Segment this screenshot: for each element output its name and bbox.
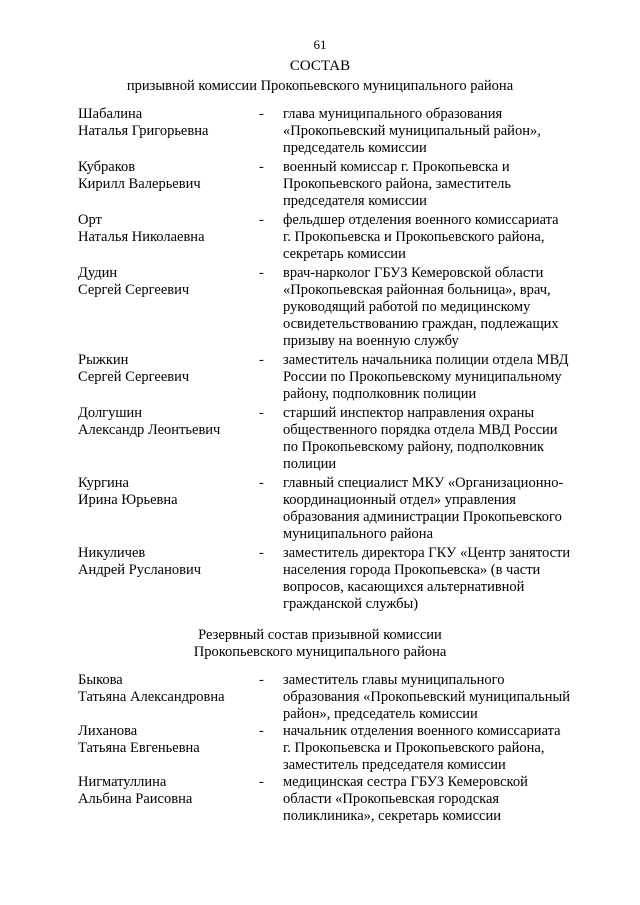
member-dash: - <box>259 352 264 368</box>
member-name-line: Андрей Русланович <box>78 562 202 578</box>
member-row <box>0 672 640 723</box>
member-name-line: Кургина <box>78 475 129 491</box>
member-row <box>0 723 640 774</box>
member-name <box>78 723 253 757</box>
member-role-line: гражданской службы) <box>283 596 419 612</box>
member-dash: - <box>259 723 264 739</box>
member-role-line: освидетельствованию граждан, подлежащих <box>283 316 559 332</box>
member-role-line: заместитель начальника полиции отдела МВД <box>283 352 569 368</box>
member-role-line: «Прокопьевская районная больница», врач, <box>283 282 551 298</box>
member-role-line: г. Прокопьевска и Прокопьевского района, <box>283 740 545 756</box>
member-name-line: Дудин <box>78 265 118 281</box>
member-role-line: председателя комиссии <box>283 193 427 209</box>
member-name <box>78 352 253 386</box>
member-name-line: Татьяна Александровна <box>78 689 225 705</box>
member-role <box>283 106 588 157</box>
member-name-line: Быкова <box>78 672 123 688</box>
member-name-line: Кирилл Валерьевич <box>78 176 201 192</box>
reserve-title-line: Резервный состав призывной комиссии <box>198 627 442 643</box>
member-role-line: главный специалист МКУ «Организационно- <box>283 475 564 491</box>
member-role-line: военный комиссар г. Прокопьевска и <box>283 159 510 175</box>
member-role-line: заместитель председателя комиссии <box>283 757 506 773</box>
member-role-line: вопросов, касающихся альтернативной <box>283 579 525 595</box>
member-role-line: старший инспектор направления охраны <box>283 405 535 421</box>
member-name <box>78 212 253 246</box>
member-name-line: Рыжкин <box>78 352 129 368</box>
member-role <box>283 475 588 543</box>
member-role <box>283 405 588 473</box>
reserve-members-list <box>0 672 640 825</box>
member-role <box>283 159 588 210</box>
member-row <box>0 475 640 543</box>
member-name-line: Шабалина <box>78 106 143 122</box>
member-name <box>78 545 253 579</box>
member-name <box>78 106 253 140</box>
member-name-line: Долгушин <box>78 405 143 421</box>
member-role-line: муниципального района <box>283 526 433 542</box>
member-role-line: заместитель главы муниципального <box>283 672 505 688</box>
document-title: СОСТАВ <box>289 58 351 74</box>
member-name-line: Кубраков <box>78 159 136 175</box>
member-dash: - <box>259 265 264 281</box>
member-name-line: Ирина Юрьевна <box>78 492 178 508</box>
member-row <box>0 265 640 350</box>
member-role-line: руководящий работой по медицинскому <box>283 299 531 315</box>
member-role-line: секретарь комиссии <box>283 246 406 262</box>
member-dash: - <box>259 774 264 790</box>
reserve-title-line: Прокопьевского муниципального района <box>193 644 447 660</box>
member-role-line: призыву на военную службу <box>283 333 459 349</box>
member-role <box>283 352 588 403</box>
member-role-line: району, подполковник полиции <box>283 386 477 402</box>
member-name-line: Наталья Григорьевна <box>78 123 209 139</box>
member-row <box>0 159 640 210</box>
member-name-line: Альбина Раисовна <box>78 791 193 807</box>
member-role-line: области «Прокопьевская городская <box>283 791 500 807</box>
member-role-line: России по Прокопьевскому муниципальному <box>283 369 562 385</box>
member-role-line: заместитель директора ГКУ «Центр занятости <box>283 545 571 561</box>
member-role <box>283 212 588 263</box>
member-name <box>78 159 253 193</box>
member-name-line: Сергей Сергеевич <box>78 282 190 298</box>
member-role <box>283 774 588 825</box>
member-name-line: Лиханова <box>78 723 138 739</box>
member-role-line: врач-нарколог ГБУЗ Кемеровской области <box>283 265 544 281</box>
member-row <box>0 774 640 825</box>
member-role <box>283 672 588 723</box>
member-role-line: образования администрации Прокопьевского <box>283 509 562 525</box>
member-row <box>0 106 640 157</box>
member-name <box>78 475 253 509</box>
member-role-line: район», председатель комиссии <box>283 706 478 722</box>
member-role-line: полиции <box>283 456 337 472</box>
member-role-line: глава муниципального образования <box>283 106 503 122</box>
member-role-line: фельдшер отделения военного комиссариата <box>283 212 559 228</box>
member-name-line: Никуличев <box>78 545 146 561</box>
member-role <box>283 265 588 350</box>
page-number: 61 <box>313 37 327 52</box>
member-dash: - <box>259 545 264 561</box>
member-role-line: председатель комиссии <box>283 140 427 156</box>
commission-members-list <box>0 106 640 613</box>
member-role <box>283 723 588 774</box>
member-name-line: Нигматуллина <box>78 774 167 790</box>
member-name <box>78 405 253 439</box>
member-name <box>78 265 253 299</box>
member-role-line: г. Прокопьевска и Прокопьевского района, <box>283 229 545 245</box>
member-dash: - <box>259 475 264 491</box>
member-dash: - <box>259 159 264 175</box>
member-dash: - <box>259 405 264 421</box>
member-role-line: населения города Прокопьевска» (в части <box>283 562 541 578</box>
member-name-line: Орт <box>78 212 102 228</box>
member-role-line: по Прокопьевскому району, подполковник <box>283 439 544 455</box>
member-name-line: Сергей Сергеевич <box>78 369 190 385</box>
member-role-line: Прокопьевского района, заместитель <box>283 176 511 192</box>
member-row <box>0 352 640 403</box>
member-role-line: «Прокопьевский муниципальный район», <box>283 123 541 139</box>
member-name <box>78 774 253 808</box>
member-row <box>0 545 640 613</box>
member-role-line: поликлиника», секретарь комиссии <box>283 808 501 824</box>
member-name-line: Александр Леонтьевич <box>78 422 221 438</box>
member-dash: - <box>259 106 264 122</box>
member-name-line: Татьяна Евгеньевна <box>78 740 200 756</box>
member-row <box>0 405 640 473</box>
member-dash: - <box>259 212 264 228</box>
member-name-line: Наталья Николаевна <box>78 229 205 245</box>
member-row <box>0 212 640 263</box>
document-subtitle: призывной комиссии Прокопьевского муниципального района <box>126 78 514 94</box>
member-role-line: медицинская сестра ГБУЗ Кемеровской <box>283 774 528 790</box>
member-role <box>283 545 588 613</box>
reserve-title <box>0 627 640 661</box>
member-role-line: начальник отделения военного комиссариата <box>283 723 561 739</box>
member-role-line: образования «Прокопьевский муниципальный <box>283 689 570 705</box>
member-role-line: координационный отдел» управления <box>283 492 516 508</box>
member-dash: - <box>259 672 264 688</box>
member-name <box>78 672 253 706</box>
member-role-line: общественного порядка отдела МВД России <box>283 422 558 438</box>
